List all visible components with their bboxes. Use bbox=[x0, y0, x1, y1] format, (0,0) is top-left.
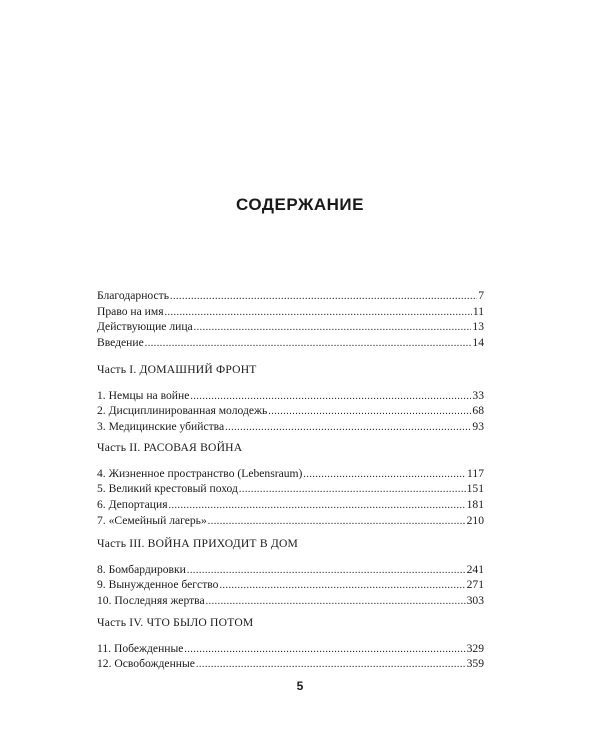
dot-leader bbox=[145, 336, 472, 352]
toc-entry-title: 4. Жизненное пространство (Lebensraum) bbox=[97, 466, 303, 480]
toc-entry[interactable] bbox=[97, 288, 484, 304]
toc-entry-page: 93 bbox=[472, 420, 484, 434]
toc-entry-title: Благодарность bbox=[97, 289, 169, 302]
toc-entry-title: 9. Вынужденное бегство bbox=[97, 578, 219, 592]
toc-entry[interactable] bbox=[97, 481, 484, 497]
toc-entry-page: 359 bbox=[466, 657, 484, 671]
toc-entry-title: 3. Медицинские убийства bbox=[97, 420, 225, 434]
page-title: СОДЕРЖАНИЕ bbox=[236, 195, 364, 214]
part-title: Часть II. РАСОВАЯ ВОЙНА bbox=[97, 441, 243, 454]
toc-entry-page: 210 bbox=[466, 513, 484, 527]
toc-entry-page: 241 bbox=[466, 562, 484, 576]
dot-leader bbox=[239, 482, 466, 498]
toc-entry-page: 68 bbox=[472, 404, 484, 418]
dot-leader bbox=[303, 467, 466, 483]
toc-front-matter bbox=[97, 288, 484, 351]
toc-entry-title: 5. Великий крестовый поход bbox=[97, 482, 238, 496]
toc-entry-title: 8. Бомбардировки bbox=[97, 562, 186, 576]
toc-entry-title: Действующие лица bbox=[97, 320, 193, 334]
dot-leader bbox=[225, 420, 471, 436]
dot-leader bbox=[194, 320, 472, 336]
toc-entry[interactable] bbox=[97, 319, 484, 335]
toc-entry[interactable] bbox=[97, 335, 484, 351]
dot-leader bbox=[219, 578, 465, 594]
dot-leader bbox=[184, 642, 465, 658]
toc-entry[interactable] bbox=[97, 562, 484, 578]
toc-part-4 bbox=[97, 615, 484, 672]
page-number: 5 bbox=[296, 679, 304, 693]
dot-leader bbox=[190, 389, 471, 405]
toc-part-1 bbox=[97, 362, 484, 435]
toc-entry[interactable] bbox=[97, 403, 484, 419]
part-title: Часть I. ДОМАШНИЙ ФРОНТ bbox=[97, 363, 257, 376]
toc-entry-title: 10. Последняя жертва bbox=[97, 594, 205, 608]
toc-entry-title: 7. «Семейный лагерь» bbox=[97, 513, 207, 527]
dot-leader bbox=[187, 563, 466, 579]
toc-entry[interactable] bbox=[97, 497, 484, 513]
dot-leader bbox=[169, 498, 466, 514]
dot-leader bbox=[208, 514, 466, 530]
toc-entry-page: 181 bbox=[466, 498, 484, 512]
toc-entry-page: 117 bbox=[467, 466, 484, 480]
dot-leader bbox=[170, 289, 477, 305]
dot-leader bbox=[206, 594, 466, 610]
toc-entry-title: Введение bbox=[97, 336, 144, 350]
dot-leader bbox=[196, 657, 466, 673]
part-title: Часть III. ВОЙНА ПРИХОДИТ В ДОМ bbox=[97, 537, 299, 550]
toc-entry[interactable] bbox=[97, 304, 484, 320]
toc-entry-page: 11 bbox=[472, 304, 484, 318]
part-title: Часть IV. ЧТО БЫЛО ПОТОМ bbox=[97, 616, 254, 629]
toc-entry-page: 33 bbox=[472, 388, 484, 402]
toc-entry-title: 6. Депортация bbox=[97, 498, 168, 512]
toc-entry-title: 11. Побежденные bbox=[97, 641, 184, 655]
toc-entry[interactable] bbox=[97, 513, 484, 529]
toc-part-2 bbox=[97, 440, 484, 528]
toc-entry[interactable] bbox=[97, 466, 484, 482]
dot-leader bbox=[165, 305, 472, 321]
toc-entry-page: 329 bbox=[466, 641, 484, 655]
toc-entry-page: 271 bbox=[466, 578, 484, 592]
dot-leader bbox=[268, 404, 471, 420]
toc-entry-title: 12. Освобожденные bbox=[97, 657, 195, 671]
toc-entry-page: 303 bbox=[466, 594, 484, 608]
toc-entry-page: 13 bbox=[472, 320, 484, 334]
toc-entry-page: 7 bbox=[478, 289, 484, 302]
toc-entry[interactable] bbox=[97, 577, 484, 593]
toc-entry-title: Право на имя bbox=[97, 304, 164, 318]
toc-entry-title: 2. Дисциплинированная молодежь bbox=[97, 404, 268, 418]
toc-entry[interactable] bbox=[97, 656, 484, 672]
toc-entry[interactable] bbox=[97, 388, 484, 404]
toc-entry[interactable] bbox=[97, 419, 484, 435]
toc-entry-page: 151 bbox=[466, 482, 484, 496]
toc-entry[interactable] bbox=[97, 641, 484, 657]
toc-part-3 bbox=[97, 536, 484, 609]
toc-entry[interactable] bbox=[97, 593, 484, 609]
toc-entry-page: 14 bbox=[472, 336, 484, 350]
toc-entry-title: 1. Немцы на войне bbox=[97, 388, 190, 402]
